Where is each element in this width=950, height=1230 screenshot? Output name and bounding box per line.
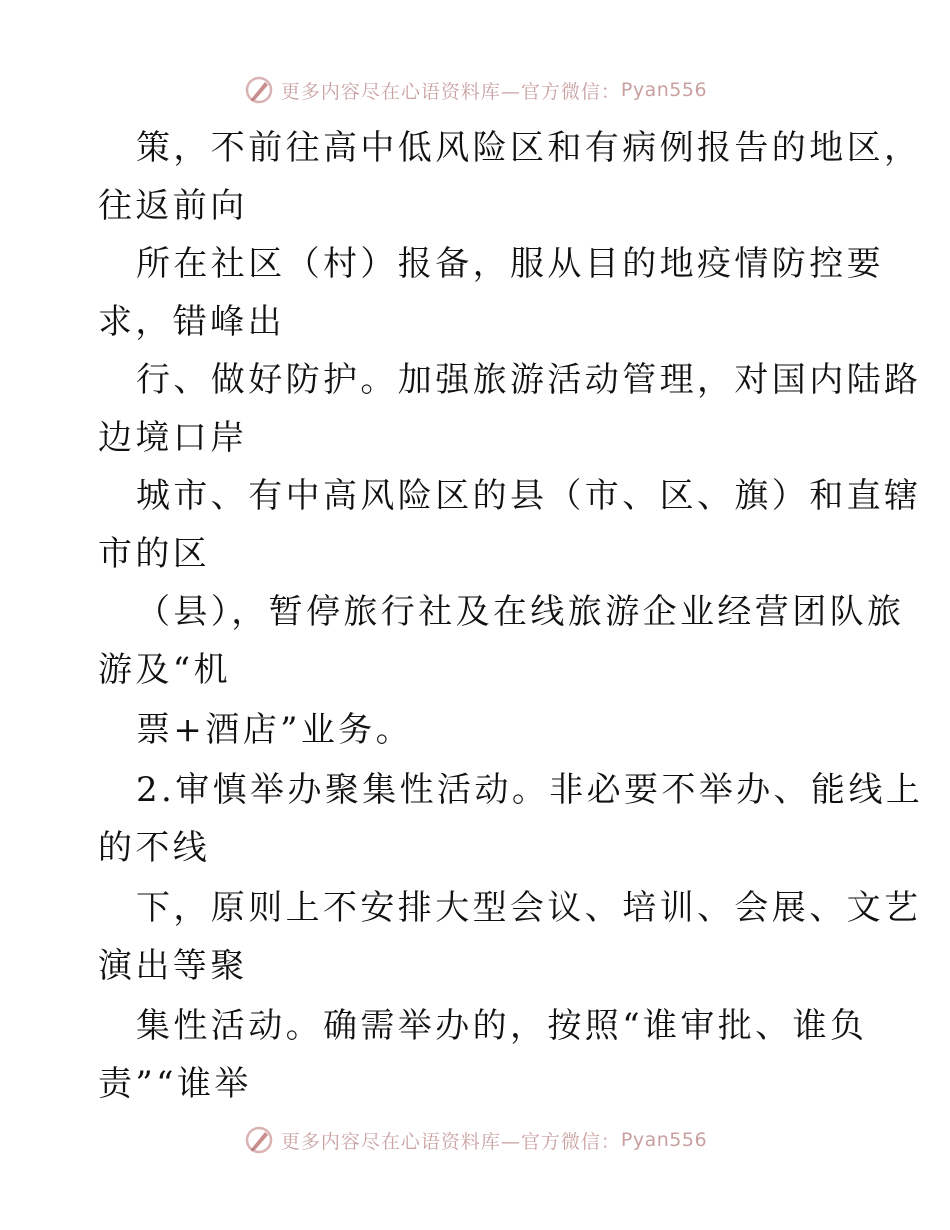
text-line: 所在社区（村）报备，服从目的地疫情防控要 [136,244,884,284]
text-line: 边境口岸 [98,418,248,458]
text-line: 2.审慎举办聚集性活动。非必要不举办、能线上 [136,770,924,810]
text-line: 求，错峰出 [98,302,285,342]
watermark-text: 更多内容尽在心语资料库—官方微信： [280,80,621,103]
text-line: 市的区 [98,534,211,574]
footer-watermark [0,1120,950,1160]
pen-logo-icon [243,74,275,106]
text-line: 责”“谁举 [98,1064,252,1104]
text-line: 城市、有中高风险区的县（市、区、旗）和直辖 [136,476,922,516]
watermark-wechat-id: Pyan556 [620,1129,708,1151]
watermark-text: 更多内容尽在心语资料库—官方微信： [280,1130,621,1153]
text-line: 下，原则上不安排大型会议、培训、会展、文艺 [136,888,922,928]
text-line: 的不线 [98,828,211,868]
text-line: 集性活动。确需举办的，按照“谁审批、谁负 [136,1006,868,1046]
text-line: 游及“机 [98,650,231,690]
text-line: 演出等聚 [98,946,248,986]
text-line: （县），暂停旅行社及在线旅游企业经营团队旅 [136,592,905,632]
pen-logo-icon [243,1124,275,1156]
text-line: 票+酒店”业务。 [136,710,414,750]
text-line: 往返前向 [98,186,248,226]
text-line: 行、做好防护。加强旅游活动管理，对国内陆路 [136,360,922,400]
header-watermark [0,70,950,110]
text-line: 策，不前往高中低风险区和有病例报告的地区， [136,128,922,168]
watermark-wechat-id: Pyan556 [620,79,708,101]
